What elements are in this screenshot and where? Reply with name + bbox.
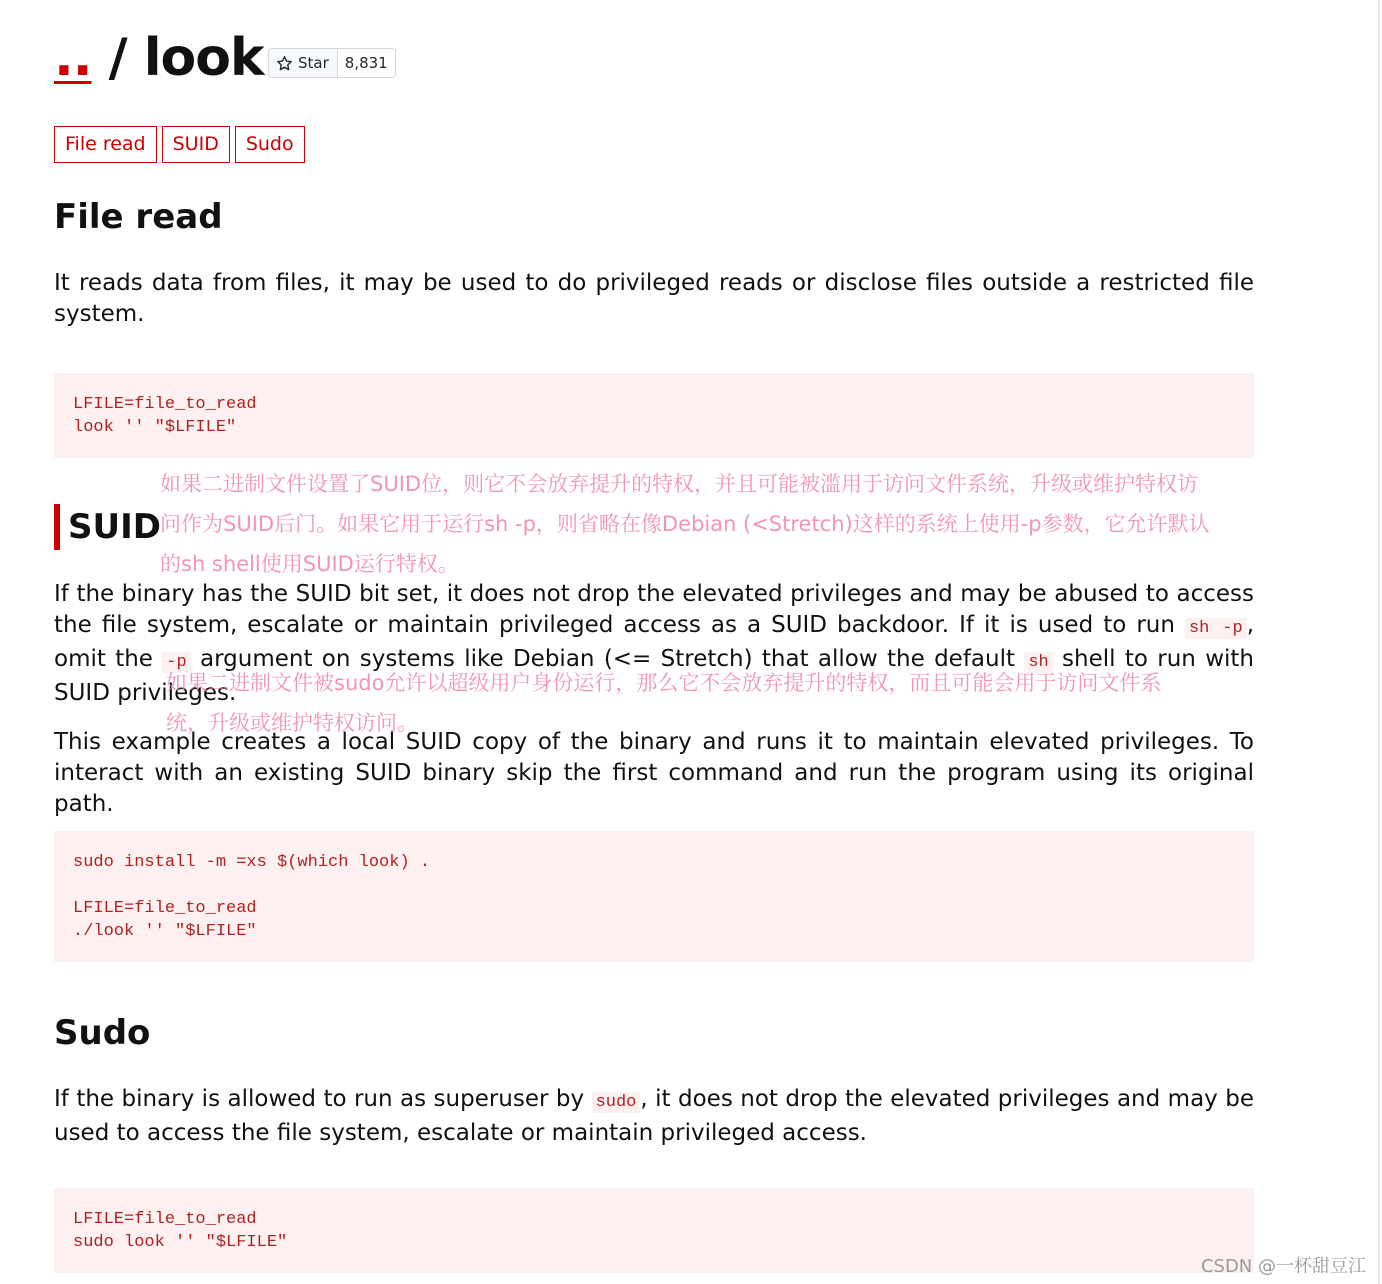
window-edge bbox=[1378, 0, 1380, 1284]
code-line: look '' "$LFILE" bbox=[73, 418, 237, 437]
suid-heading: SUID bbox=[68, 507, 161, 547]
file-read-description: It reads data from files, it may be used to do privileged reads or disclose files outside a restricted file system. bbox=[54, 270, 1254, 327]
star-button[interactable] bbox=[269, 49, 338, 77]
sudo-code-block[interactable] bbox=[54, 1188, 1254, 1273]
inline-code-p: -p bbox=[162, 652, 190, 673]
note-line: 的sh shell使用SUID运行特权。 bbox=[160, 552, 459, 576]
sudo-heading: Sudo bbox=[54, 1013, 151, 1053]
code-line: LFILE=file_to_read bbox=[73, 1210, 257, 1229]
sudo-description bbox=[54, 1084, 1254, 1149]
note-line: 如果二进制文件被sudo允许以超级用户身份运行，那么它不会放弃提升的特权，而且可能会用于访问文件系 bbox=[166, 671, 1162, 695]
suid-text-3: argument on systems like Debian (<= Stretch) that allow the default bbox=[190, 646, 1025, 672]
star-count[interactable]: 8,831 bbox=[338, 49, 395, 77]
inline-code-sudo: sudo bbox=[592, 1092, 641, 1113]
code-line: sudo install -m =xs $(which look) . bbox=[73, 853, 431, 872]
suid-code-block[interactable] bbox=[54, 831, 1254, 962]
code-line: ./look '' "$LFILE" bbox=[73, 922, 257, 941]
page-title-text: / look bbox=[91, 28, 264, 88]
code-line: LFILE=file_to_read bbox=[73, 395, 257, 414]
star-label: Star bbox=[298, 54, 329, 72]
suid-text-1: If the binary has the SUID bit set, it does not drop the elevated privileges and may be abused to access the file system, escalate or maintain privileged access as a SUID backdoor. If it is used to run bbox=[54, 581, 1254, 638]
suid-text-4: shell to run with SUID privileges. bbox=[54, 646, 1255, 706]
file-read-code-block[interactable] bbox=[54, 373, 1254, 458]
tag-suid[interactable]: SUID bbox=[162, 126, 230, 163]
code-line: LFILE=file_to_read bbox=[73, 899, 257, 918]
page-title bbox=[54, 26, 264, 90]
note-line: 如果二进制文件设置了SUID位，则它不会放弃提升的特权，并且可能被滥用于访问文件系统，升级或维护特权访 bbox=[160, 472, 1199, 496]
file-read-heading: File read bbox=[54, 197, 223, 237]
inline-code-sh-p: sh -p bbox=[1185, 618, 1247, 639]
csdn-watermark: CSDN @一杯甜豆江 bbox=[1200, 1256, 1366, 1277]
suid-example-description: This example creates a local SUID copy of the binary and runs it to maintain elevated privileges. To interact with an existing SUID binary skip the first command and run the program using its original path. bbox=[54, 729, 1254, 817]
github-star-widget bbox=[268, 48, 396, 78]
parent-link[interactable]: .. bbox=[54, 28, 92, 88]
function-tags bbox=[54, 126, 305, 163]
note-line: 问作为SUID后门。如果它用于运行sh -p，则省略在像Debian (<Stretch)这样的系统上使用-p参数，它允许默认 bbox=[160, 512, 1210, 536]
suid-heading-marker bbox=[54, 504, 60, 550]
suid-text-2: , omit the bbox=[54, 612, 1254, 672]
code-line: sudo look '' "$LFILE" bbox=[73, 1233, 288, 1252]
sudo-text-1: If the binary is allowed to run as superuser by bbox=[54, 1086, 592, 1112]
tag-sudo[interactable]: Sudo bbox=[235, 126, 305, 163]
star-icon bbox=[276, 55, 293, 72]
note-line: 统，升级或维护特权访问。 bbox=[166, 711, 418, 735]
sudo-text-2: , it does not drop the elevated privileges and may be used to access the file system, escalate or maintain privileged access. bbox=[54, 1086, 1254, 1146]
inline-code-sh: sh bbox=[1024, 652, 1052, 673]
tag-file-read[interactable]: File read bbox=[54, 126, 157, 163]
code-line bbox=[73, 874, 1235, 897]
suid-translation-note bbox=[160, 464, 1210, 584]
